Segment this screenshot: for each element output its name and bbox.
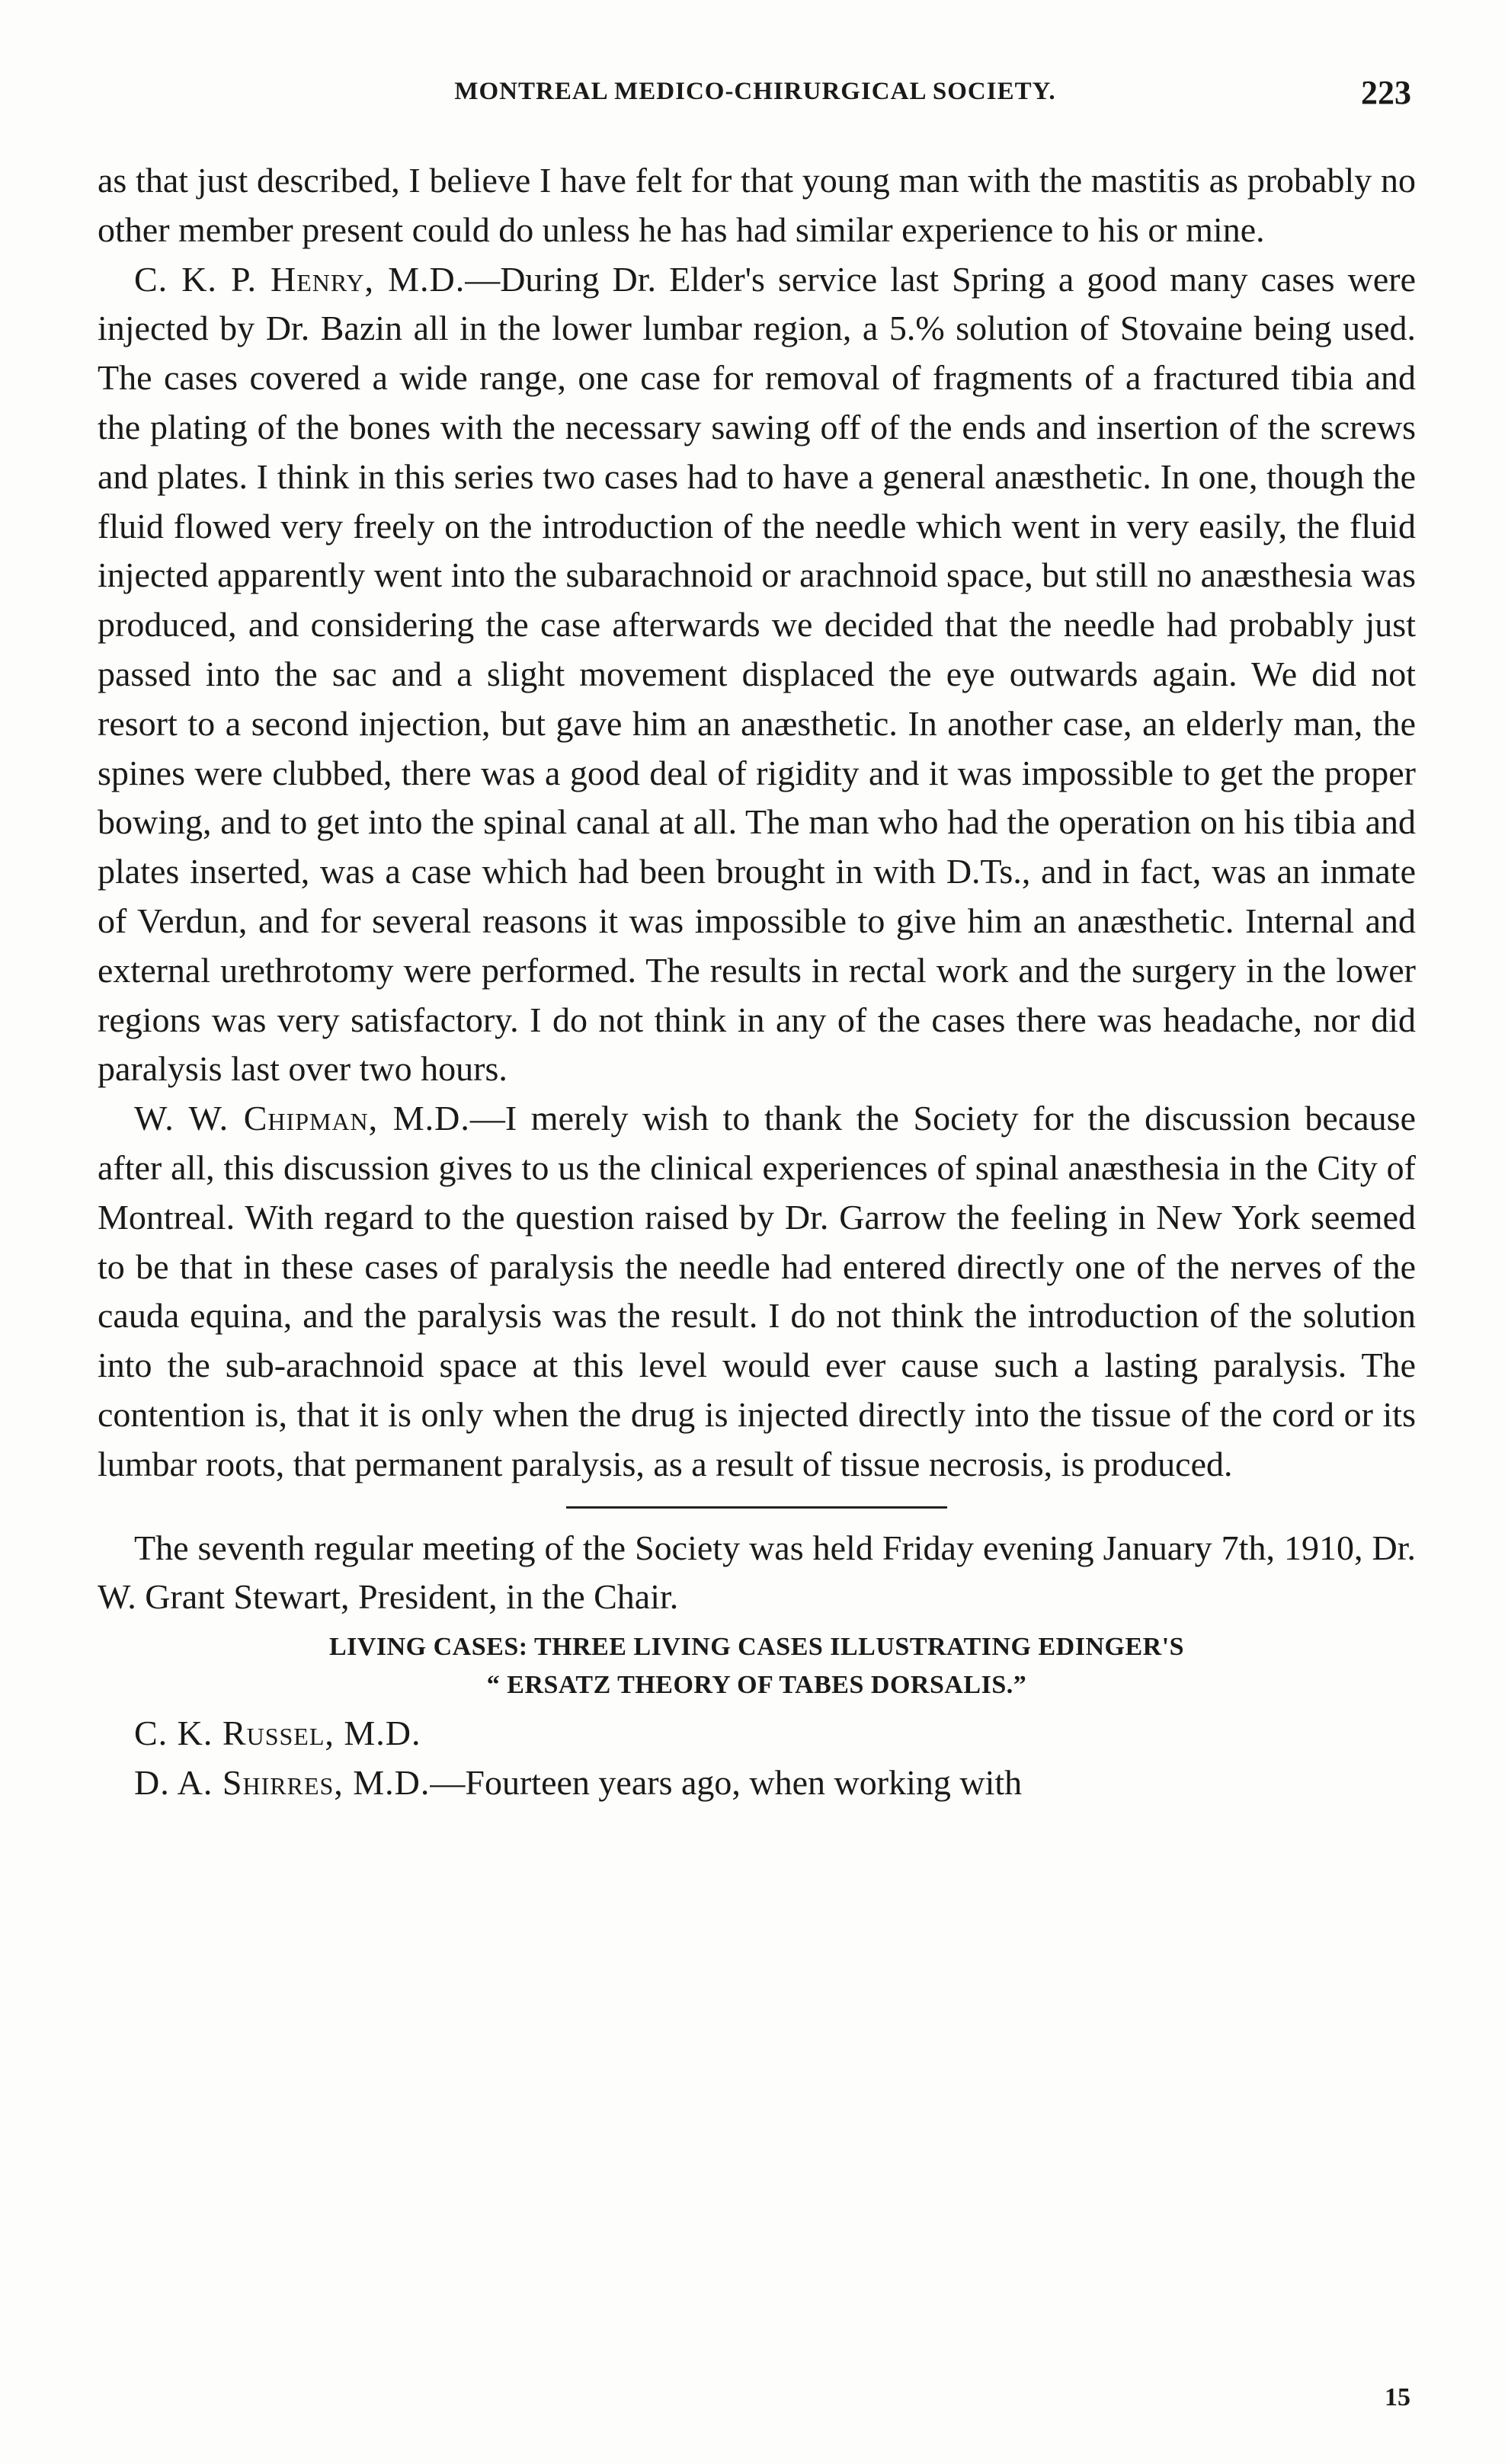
section-heading bbox=[98, 1628, 1416, 1704]
paragraph-text: —During Dr. Elder's service last Spring a good many cases were injected by Dr. Bazin all in the lower lumbar region, a 5.% solution of Stovaine being used. The cases covered a wide range, one case for removal of fragments of a fractured tibia and the plating of the bones with the necessary sawing off of the ends and insertion of the screws and plates. I think in this series two cases had to have a general anæsthetic. In one, though the fluid flowed very freely on the introduction of the needle which went in very easily, the fluid injected apparently went into the subarachnoid or arachnoid space, but still no anæsthesia was produced, and considering the case afterwards we decided that the needle had probably just passed into the sac and a slight movement displaced the eye outwards again. We did not resort to a second injection, but gave him an anæsthetic. In another case, an elderly man, the spines were clubbed, there was a good deal of rigidity and it was impossible to get the proper bowing, and to get into the spinal canal at all. The man who had the operation on his tibia and plates inserted, was a case which had been brought in with D.Ts., and in fact, was an inmate of Verdun, and for several reasons it was impossible to give him an anæsthetic. Internal and external urethrotomy were performed. The results in rectal work and the surgery in the lower regions was very satisfactory. I do not think in any of the cases there was headache, nor did paralysis last over two hours. bbox=[98, 259, 1416, 1089]
signature-mark: 15 bbox=[1385, 2383, 1410, 2411]
paragraph-chipman bbox=[98, 1094, 1416, 1489]
speaker-name: D. A. Shirres, M.D. bbox=[134, 1762, 431, 1802]
running-head bbox=[99, 73, 1411, 119]
paragraph-meeting: The seventh regular meeting of the Society was held Friday evening January 7th, 1910, Dr. W. Grant Stewart, President, in the Chair. bbox=[98, 1528, 1416, 1617]
heading-line: LIVING CASES: THREE LIVING CASES ILLUSTRATING EDINGER'S bbox=[328, 1633, 1185, 1662]
paragraph-text: —I merely wish to thank the Society for the discussion because after all, this discussion gives to us the clinical experiences of spinal anæsthesia in the City of Montreal. With regard to the question raised by Dr. Garrow the feeling in New York seemed to be that in these cases of paralysis the needle had entered directly one of the nerves of the cauda equina, and the paralysis was the result. I do not think the introduction of the solution into the sub-arachnoid space at this level would ever cause such a lasting paralysis. The contention is, that it is only when the drug is injected directly into the tissue of the cord or its lumbar roots, that permanent paralysis, as a result of tissue necrosis, is produced. bbox=[98, 1099, 1416, 1483]
page-number: 223 bbox=[1361, 74, 1411, 111]
running-title: MONTREAL MEDICO-CHIRURGICAL SOCIETY. bbox=[454, 78, 1056, 105]
speaker-name: W. W. Chipman, M.D. bbox=[134, 1099, 470, 1138]
paragraph-russel bbox=[98, 1709, 1416, 1758]
paragraph-continuation: as that just described, I believe I have felt for that young man with the mastitis as probably no other member present could do unless he has had similar experience to his or mine. bbox=[98, 161, 1416, 249]
section-divider bbox=[566, 1506, 947, 1509]
paragraph-henry bbox=[98, 255, 1416, 1095]
paragraph-shirres bbox=[98, 1758, 1416, 1808]
speaker-name: C. K. Russel, M.D. bbox=[134, 1714, 421, 1753]
heading-line: “ ERSATZ THEORY OF TABES DORSALIS.” bbox=[486, 1671, 1027, 1700]
body-text bbox=[98, 156, 1416, 1808]
paragraph-text: —Fourteen years ago, when working with bbox=[430, 1762, 1023, 1802]
speaker-name: C. K. P. Henry, M.D. bbox=[134, 259, 466, 299]
